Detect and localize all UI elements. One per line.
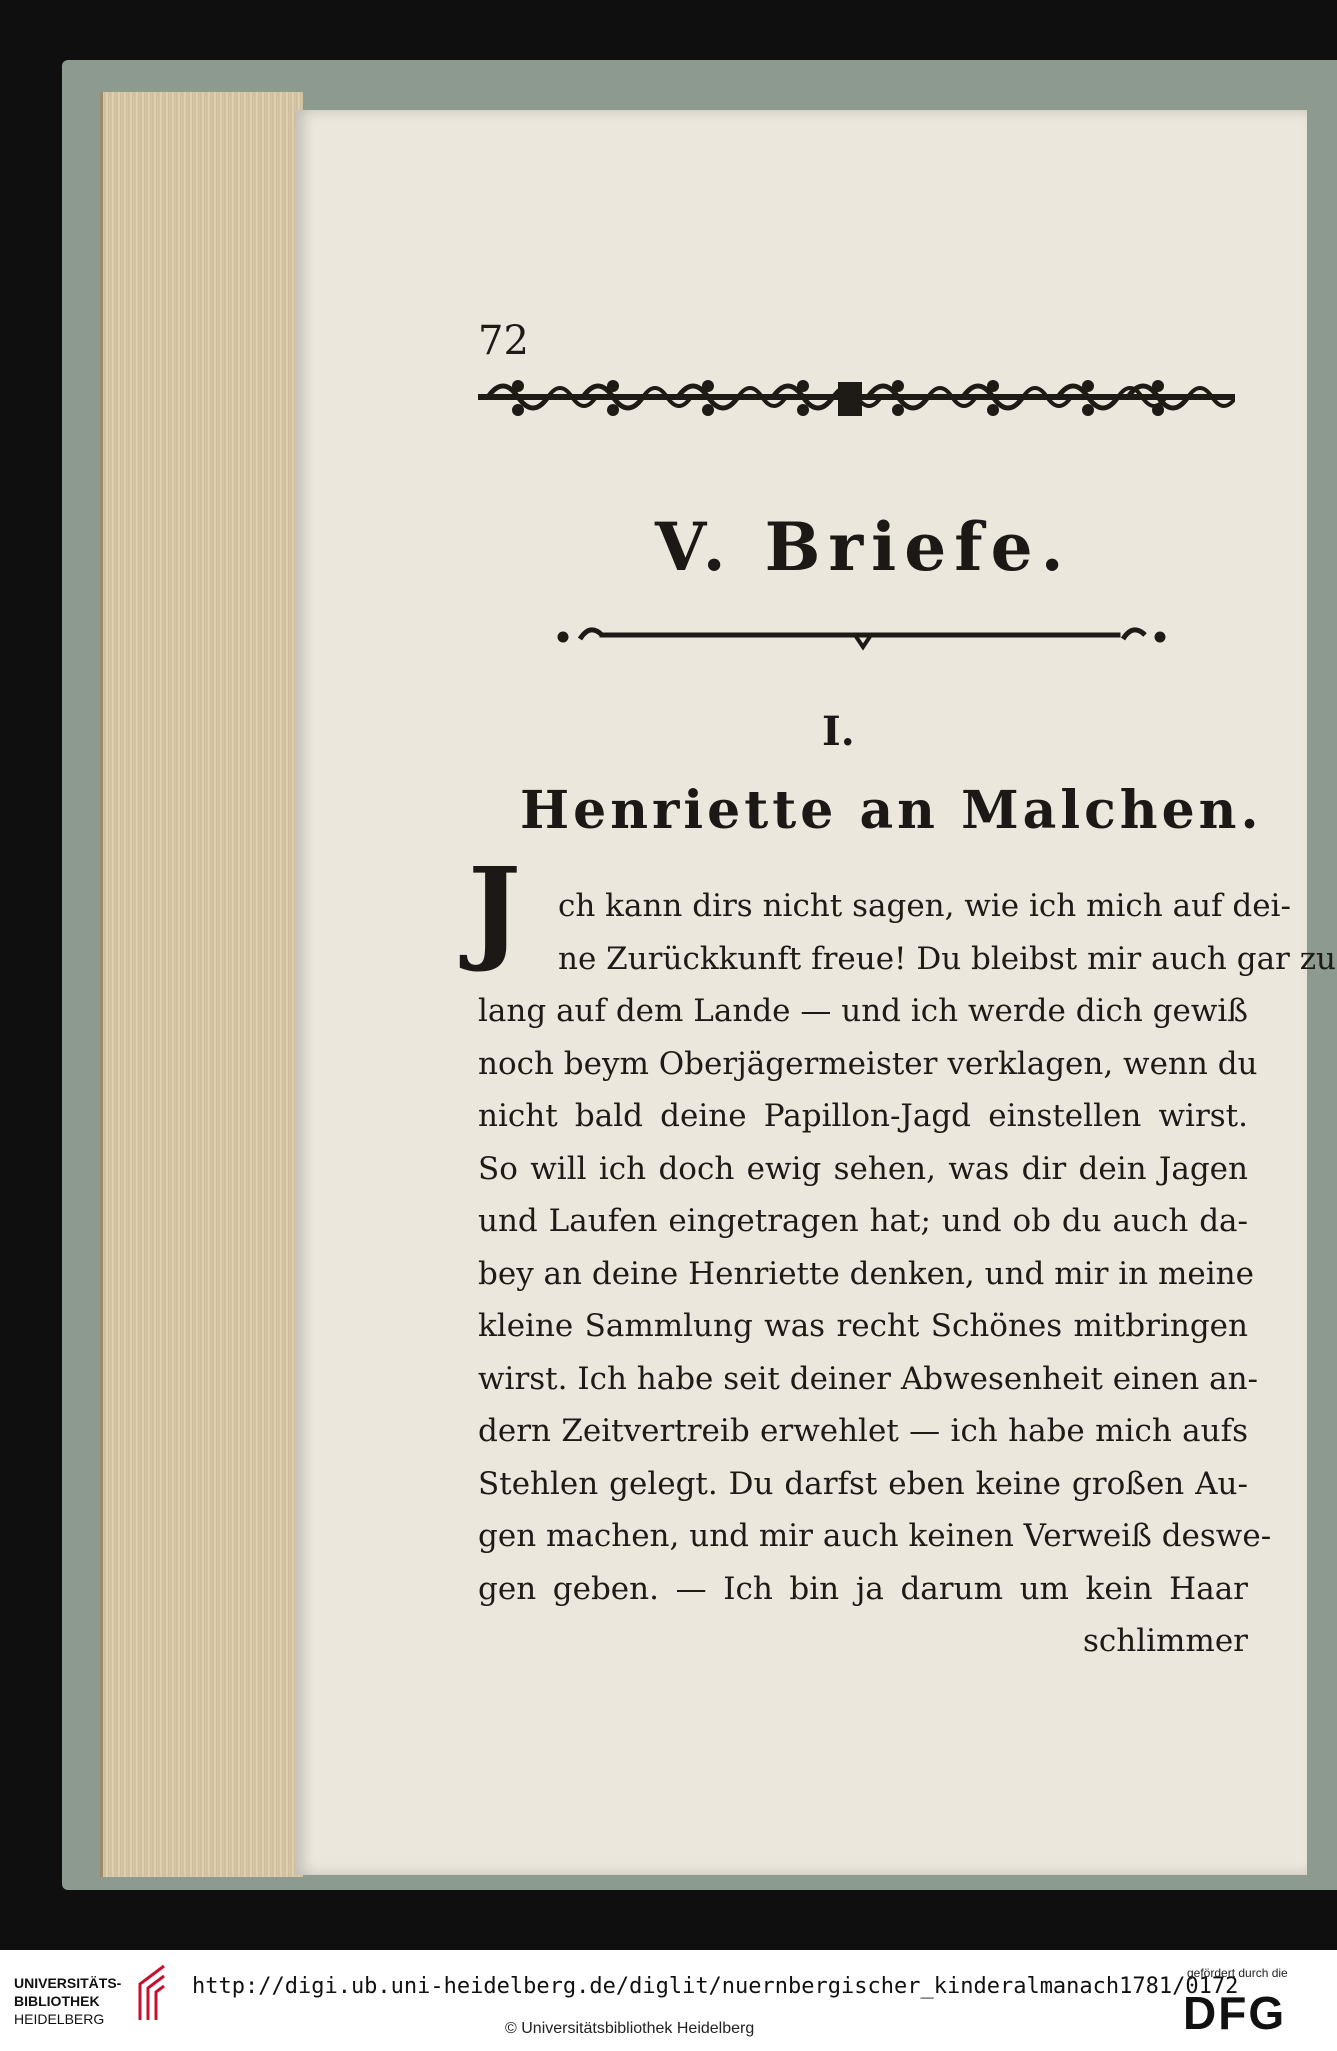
text-line: ch kann dirs nicht sagen, wie ich mich auf dei- — [558, 888, 1291, 924]
library-name-line3: HEIDELBERG — [14, 2011, 105, 2027]
text-line: gen machen, und mir auch keinen Verweiß deswe- — [478, 1518, 1272, 1554]
copyright-notice: © Universitätsbibliothek Heidelberg — [505, 2020, 755, 2037]
letter-title: Henriette an Malchen. — [520, 780, 1263, 841]
library-name-line2: BIBLIOTHEK — [14, 1993, 100, 2009]
page-number: 72 — [478, 318, 529, 364]
text-line: gen geben. — Ich bin ja darum um kein Haar — [478, 1570, 1248, 1607]
decorative-divider — [555, 615, 1170, 655]
text-line: ne Zurückkunft freue! Du bleibst mir auch gar zu — [558, 940, 1337, 977]
text-line: dern Zeitvertreib erwehlet — ich habe mich aufs — [478, 1413, 1248, 1449]
text-line: und Laufen eingetragen hat; und ob du auch da- — [478, 1203, 1248, 1239]
catchword: schlimmer — [1082, 1623, 1248, 1659]
source-url-link[interactable]: http://digi.ub.uni-heidelberg.de/diglit/nuernbergischer_kinderalmanach1781/0172 — [192, 1974, 1239, 1999]
library-mark-icon — [132, 1962, 172, 2022]
text-line: lang auf dem Lande — und ich werde dich gewiß — [478, 993, 1248, 1029]
letter-number: I. — [822, 708, 855, 755]
page-edges — [100, 92, 303, 1877]
text-line: bey an deine Henriette denken, und mir in meine — [478, 1255, 1254, 1292]
library-name-line1: UNIVERSITÄTS- — [14, 1975, 122, 1991]
text-line: So will ich doch ewig sehen, was dir dein Jagen — [478, 1150, 1248, 1187]
section-title: V. Briefe. — [655, 508, 1072, 586]
text-line: Stehlen gelegt. Du darfst eben keine großen Au- — [478, 1465, 1248, 1502]
text-line: kleine Sammlung was recht Schönes mitbringen — [478, 1308, 1248, 1344]
viewer-footer — [0, 1950, 1337, 2051]
text-line: nicht bald deine Papillon-Jagd einstellen wirst. — [478, 1098, 1248, 1134]
ornament-border — [478, 372, 1235, 432]
text-line: noch beym Oberjägermeister verklagen, wenn du — [478, 1045, 1258, 1082]
drop-cap-initial: J — [468, 844, 521, 975]
letter-body — [478, 880, 1337, 1668]
text-line: wirst. Ich habe seit deiner Abwesenheit einen an- — [478, 1360, 1259, 1397]
dfg-logo[interactable]: DFG — [1183, 1987, 1287, 2039]
funder-label: gefördert durch die — [1187, 1966, 1288, 1980]
